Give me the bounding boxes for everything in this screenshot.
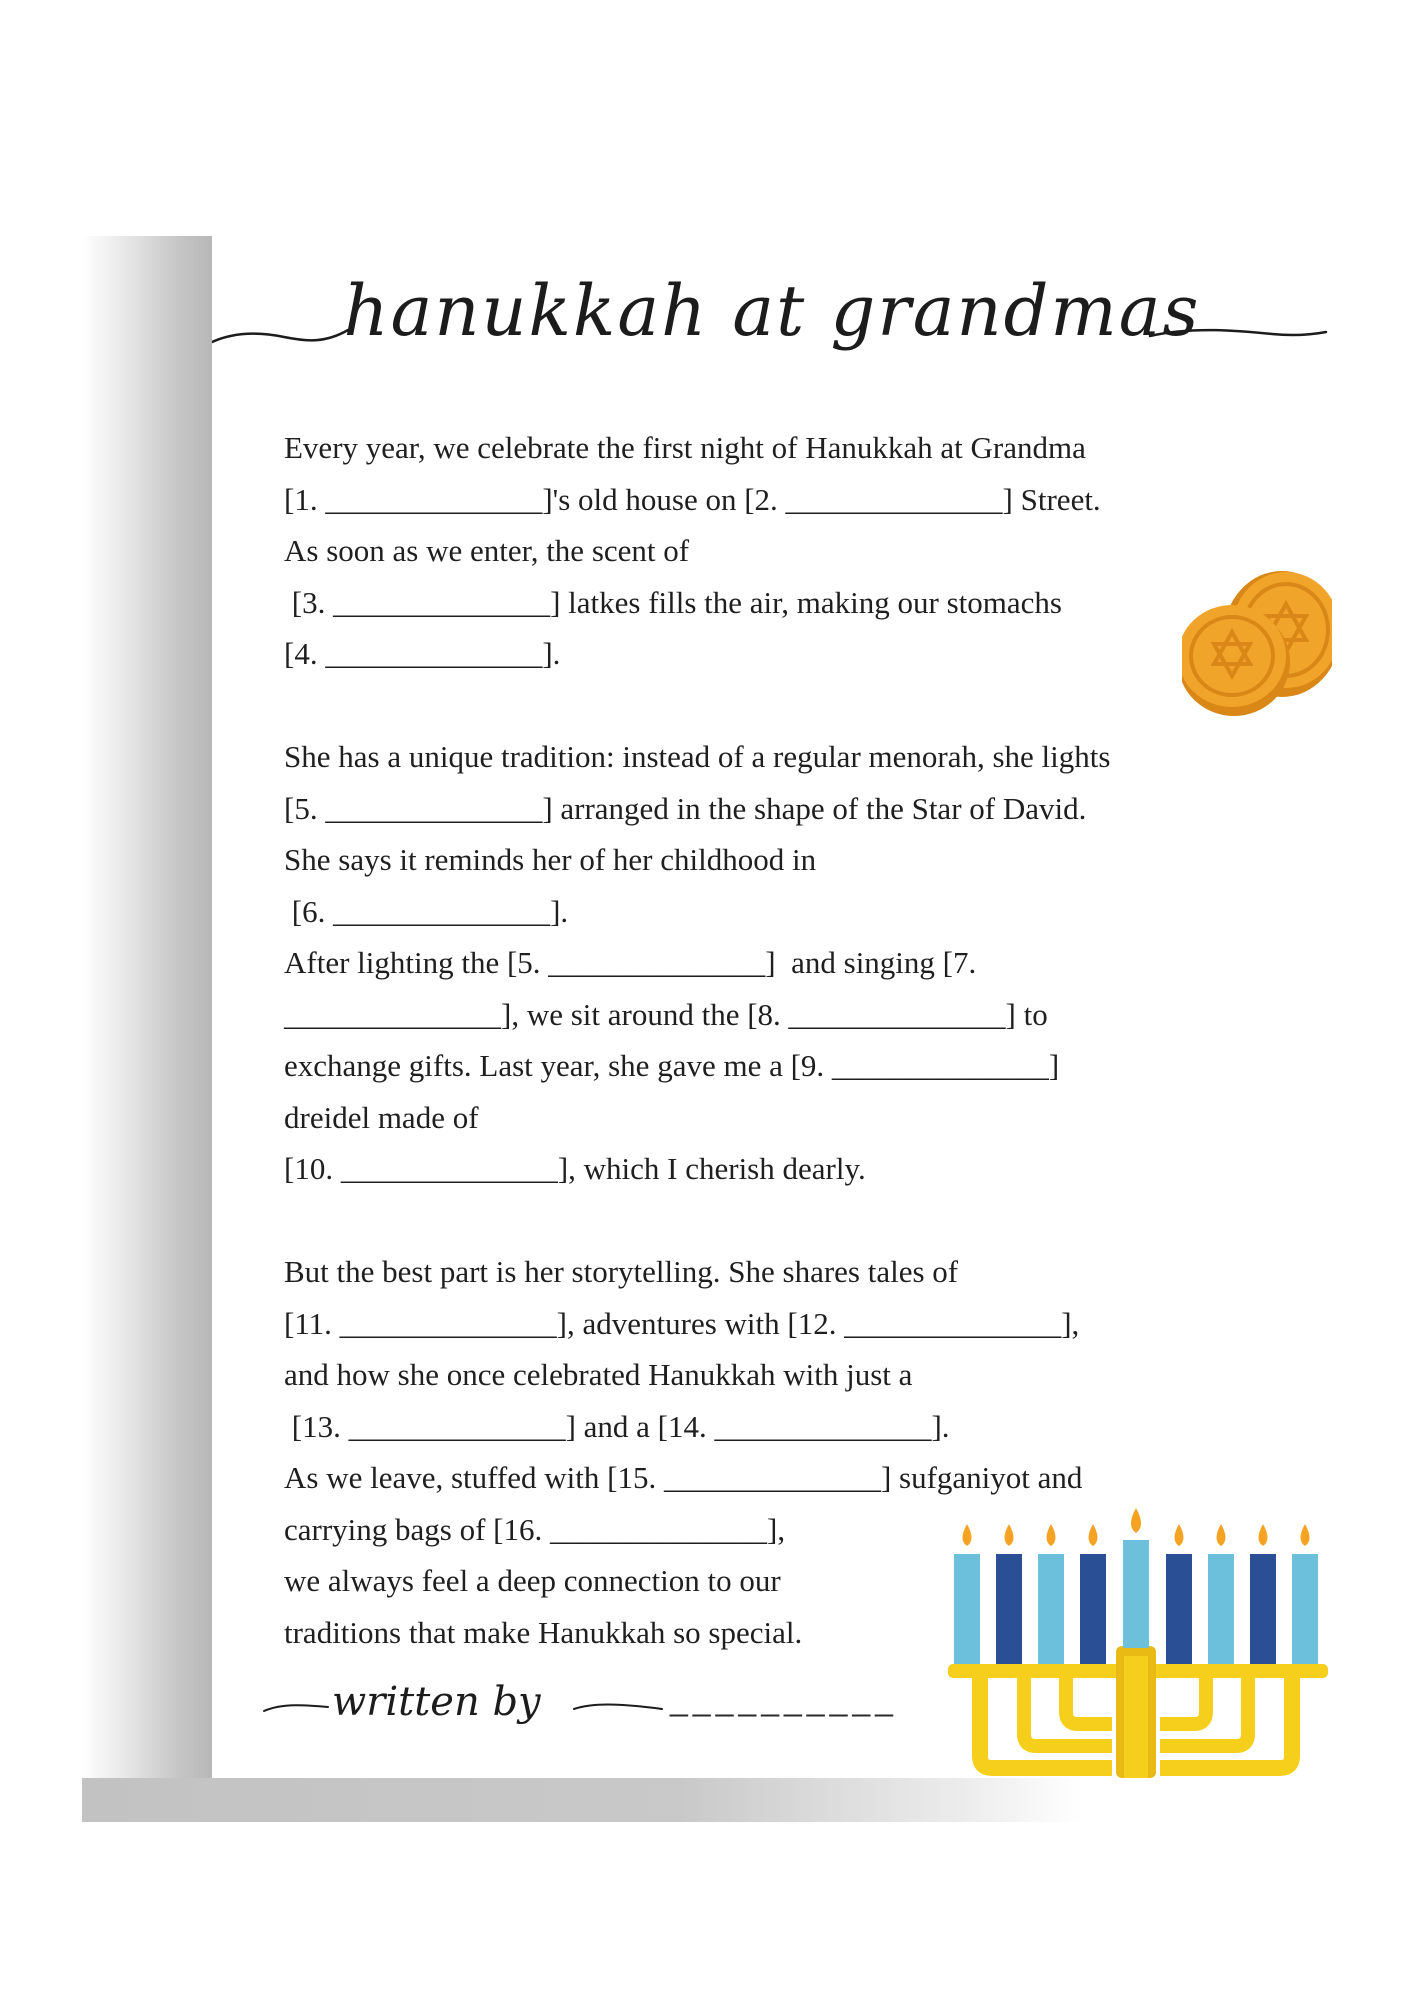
story-line: Every year, we celebrate the first night of Hanukkah at Grandma: [284, 430, 1086, 465]
page-title: hanukkah at grandmas: [343, 270, 1201, 352]
story-line: She has a unique tradition: instead of a regular menorah, she lights: [284, 739, 1111, 774]
story-line: ______________], we sit around the [8. ______________] to: [284, 996, 1048, 1032]
story-line: As soon as we enter, the scent of: [284, 533, 690, 568]
story-line: After lighting the [5. ______________] and singing [7.: [284, 945, 977, 980]
paragraph-gap: [284, 680, 1314, 732]
story-line: carrying bags of [16. ______________],: [284, 1511, 786, 1547]
story-line: [5. ______________] arranged in the shape of the Star of David.: [284, 790, 1087, 826]
title-block: [212, 236, 1332, 436]
story-line: [1. ______________]'s old house on [2. ______________] Street.: [284, 481, 1101, 517]
story-line: dreidel made of: [284, 1099, 479, 1135]
page-shadow-left: [82, 236, 214, 1816]
story-line: exchange gifts. Last year, she gave me a [9. ______________]: [284, 1048, 1060, 1083]
story-line: [4. ______________].: [284, 636, 561, 671]
story-line: As we leave, stuffed with [15. ______________] sufganiyot and: [284, 1460, 1083, 1495]
story-line: we always feel a deep connection to our: [284, 1563, 781, 1598]
gelt-coins-icon: [1182, 562, 1332, 722]
story-line: But the best part is her storytelling. She shares tales of: [284, 1254, 959, 1289]
story-line: and how she once celebrated Hanukkah with just a: [284, 1357, 913, 1392]
page-shadow-bottom: [82, 1778, 1082, 1822]
story-line: [13. ______________] and a [14. ______________].: [284, 1408, 950, 1444]
story-line: traditions that make Hanukkah so special.: [284, 1614, 803, 1650]
story-line: She says it reminds her of her childhood in: [284, 842, 817, 877]
signature-line: [262, 1673, 982, 1753]
menorah-icon: [940, 1506, 1332, 1778]
written-by-label: written by: [332, 1679, 541, 1725]
story-text: [284, 422, 1314, 1658]
story-line: [3. ______________] latkes fills the air, making our stomachs: [284, 584, 1062, 620]
paragraph-gap: [284, 1195, 1314, 1247]
story-line: [6. ______________].: [284, 893, 569, 929]
story-line: [10. ______________], which I cherish dearly.: [284, 1151, 866, 1186]
story-line: [11. ______________], adventures with [12. ______________],: [284, 1305, 1080, 1341]
worksheet: [212, 236, 1332, 1778]
author-name-field[interactable]: __________: [670, 1681, 898, 1717]
